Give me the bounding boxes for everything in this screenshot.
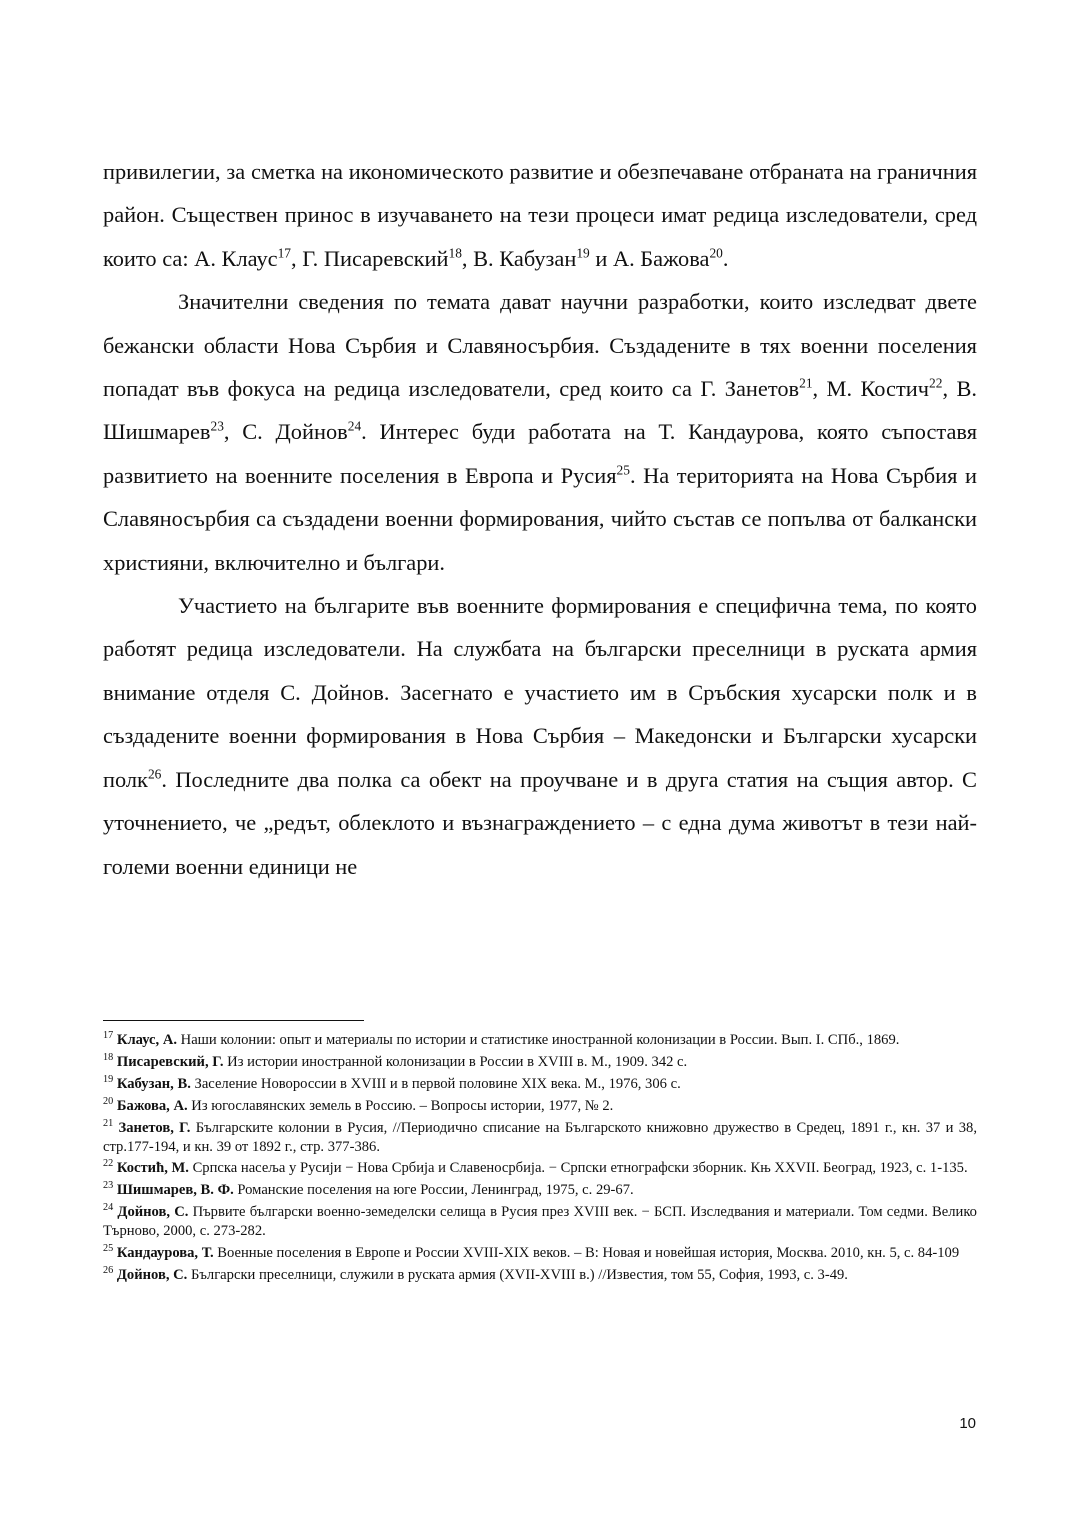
footnote-number: 18 [103,1052,114,1064]
footnote [103,1097,977,1116]
footnote-text: Първите български военно-земеделски селища в Русия през XVIII век. − БСП. Изследвания и материали. Том седми. Велико Търново, 2000, с. 273-282. [103,1204,977,1240]
footnote-text: Заселение Новороссии в XVIII и в первой половине XIX века. М., 1976, 306 с. [190,1075,681,1092]
footnote [103,1075,977,1094]
footnote-author: Кабузан, В. [116,1075,191,1092]
footnote-author: Бажова, А. [116,1097,188,1114]
footnote-ref[interactable]: 25 [616,462,630,478]
footnote-number: 25 [103,1243,114,1255]
paragraph [103,280,977,584]
footnote-ref[interactable]: 21 [799,375,813,391]
footnote-ref[interactable]: 17 [277,245,292,261]
footnote-ref[interactable]: 23 [210,418,224,434]
footnote-number: 21 [103,1117,114,1129]
footnote-author: Клаус, А. [116,1032,178,1048]
footnote-number: 20 [103,1095,114,1107]
footnote-text: Военные поселения в Европе и России XVIII-XIX веков. – В: Новая и новейшая история, Москва. 2010, кн. 5, с. 84-109 [213,1245,960,1262]
paragraph [103,584,977,888]
footnote-ref[interactable]: 26 [147,766,162,782]
footnote-ref[interactable]: 22 [929,375,943,391]
paragraph-text: привилегии, за сметка на икономическото развитие и обезпечаване отбраната на граничния район. Съществен принос в изучаването на тези процеси имат редица изследователи, сред които са: А. Клаус [103,159,977,271]
footnote-separator [103,1020,364,1021]
paragraph-text: . [722,245,729,271]
footnote-ref[interactable]: 24 [347,418,362,434]
paragraph-text: , М. Костич [812,376,930,402]
footnote [103,1244,977,1263]
footnote-author: Занетов, Г. [118,1119,191,1136]
footnote-ref[interactable]: 18 [448,245,462,261]
paragraph-text: . Последните два полка са обект на проучване и в друга статия на същия автор. С уточнението, че „редът, облеклото и възнаграждението – с една дума животът в тези най-големи военни единици не [103,766,977,879]
footnote-number: 26 [103,1265,114,1277]
footnote-text: Из югославянских земель в Россию. – Вопросы истории, 1977, № 2. [187,1097,614,1114]
footnote-ref[interactable]: 19 [576,245,590,261]
footnote-text: Български преселници, служили в руската армия (XVII-XVIII в.) //Известия, том 55, София, 1993, с. 3-49. [187,1266,848,1283]
footnote-number: 22 [103,1158,114,1170]
footnote-author: Дойнов, С. [116,1266,188,1283]
footnote [103,1266,977,1285]
footnote-number: 24 [103,1202,114,1214]
main-text [103,150,977,888]
footnote-author: Кандаурова, Т. [116,1245,214,1262]
footnote [103,1119,977,1157]
footnote-author: Шишмарев, В. Ф. [116,1182,234,1199]
footnote-author: Писаревский, Г. [116,1053,224,1070]
footnote-text: Српска насеља у Русији − Нова Србија и Славеносрбија. − Српски етнографски зборник. Књ XXVII. Београд, 1923, с. 1-135. [188,1160,968,1177]
paragraph-text: , Г. Писаревский [291,245,449,271]
paragraph-text: , С. Дойнов [223,419,348,445]
footnote-ref[interactable]: 20 [709,245,723,261]
page-number: 10 [959,1415,976,1432]
footnote-author: Костић, М. [116,1160,189,1177]
paragraph-text: и А. Бажова [589,245,710,271]
footnote [103,1159,977,1178]
footnotes [103,1031,977,1288]
footnote-text: Романские поселения на юге России, Ленинград, 1975, с. 29-67. [233,1182,634,1199]
footnote-text: Из истории иностранной колонизации в России в XVIII в. М., 1909. 342 с. [223,1053,688,1070]
footnote-author: Дойнов, С. [117,1204,189,1221]
paragraph-text: , В. Кабузан [461,245,577,271]
footnote [103,1053,977,1072]
paragraph [103,150,977,280]
footnote-number: 23 [103,1180,114,1192]
footnote-text: Наши колонии: опыт и материалы по истории и статистике иностранной колонизации в России. Вып. I. СПб., 1869. [177,1032,900,1048]
footnote-number: 17 [103,1030,114,1042]
footnote [103,1203,977,1241]
paragraph-text: Значителни сведения по темата дават научни разработки, които изследват двете бежански области Нова Сърбия и Славяносърбия. Създадените в тях военни поселения попадат във фокуса на редица изследователи, сред които са Г. Занетов [103,289,977,402]
footnote [103,1031,977,1050]
paragraph-text: Участието на българите във военните формирования е специфична тема, по която работят редица изследователи. На службата на български преселници в руската армия внимание отделя С. Дойнов. Засегнато е участието им в Сръбския хусарски полк и в създадените военни формирования в Нова Сърбия – Македонски и Български хусарски полк [103,593,977,792]
paragraph-text: . Интерес буди работата на Т. Кандаурова, която съпоставя развитието на военните поселения в Европа и Русия [103,419,977,488]
footnote-text: Българските колонии в Русия, //Периодично списание на Българското книжовно дружество в Средец, 1891 г., кн. 37 и 38, стр.177-194, и кн. 39 от 1892 г., стр. 377-386. [103,1119,977,1155]
footnote [103,1181,977,1200]
footnote-number: 19 [103,1073,114,1085]
paragraph-text: . На територията на Нова Сърбия и Славяносърбия са създадени военни формирования, чийто състав се попълва от балкански християни, включително и българи. [103,462,977,575]
paragraph-text: , В. Шишмарев [103,376,977,445]
